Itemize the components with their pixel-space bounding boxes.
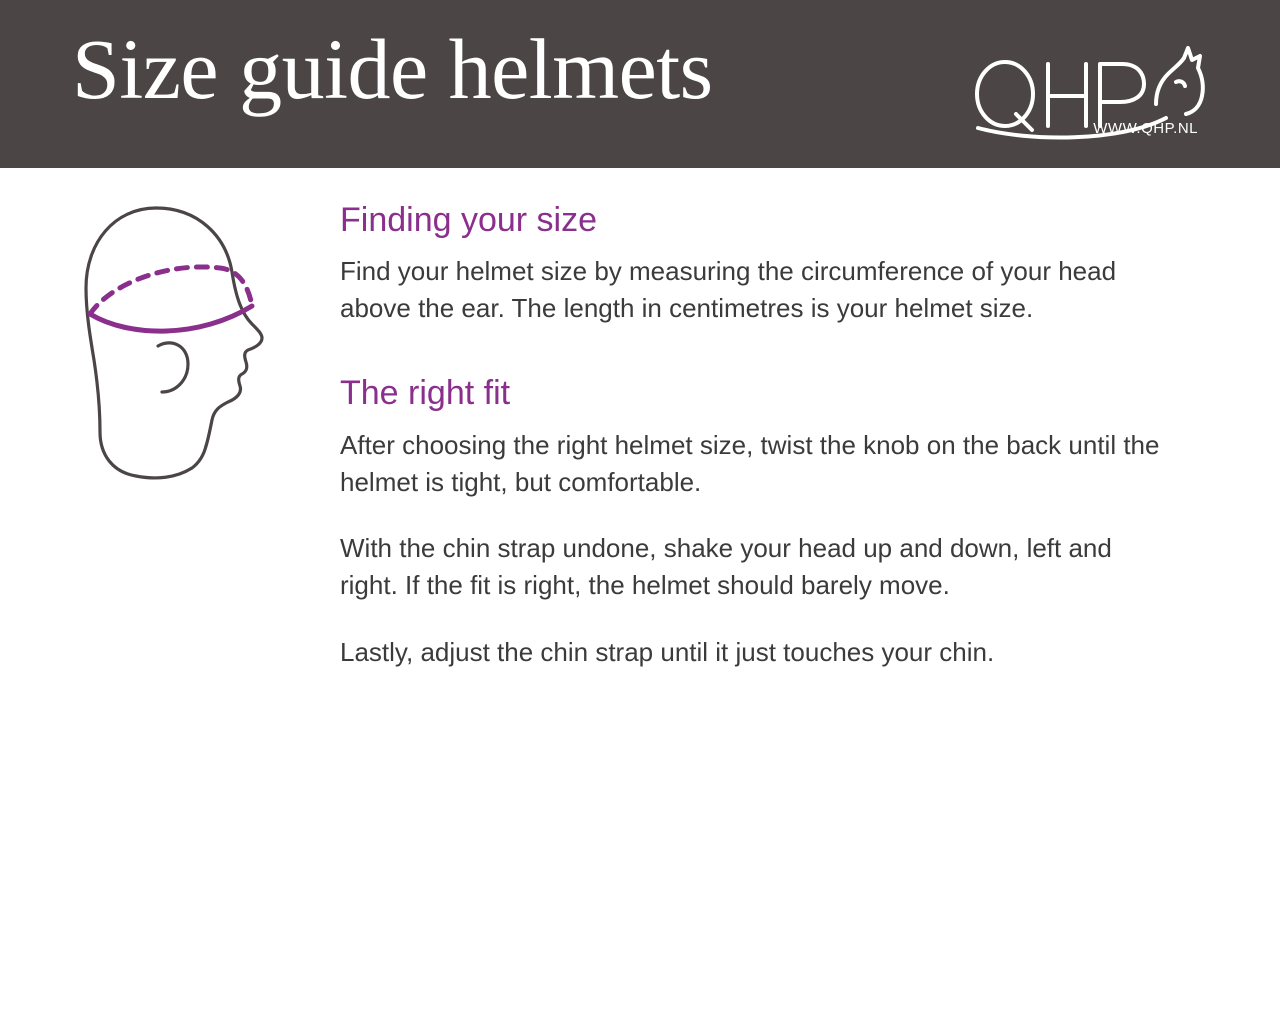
section-body-finding-your-size	[340, 253, 1210, 327]
page-header	[0, 0, 1280, 172]
paragraph: Find your helmet size by measuring the circumference of your head above the ear. The length in centimetres is your helmet size.	[340, 256, 1117, 324]
logo-website-url: WWW.QHP.NL	[1093, 120, 1198, 137]
paragraph: Lastly, adjust the chin strap until it just touches your chin.	[340, 637, 995, 668]
paragraph: After choosing the right helmet size, twist the knob on the back until the helmet is tight, but comfortable.	[340, 429, 1160, 497]
section-heading-the-right-fit: The right fit	[340, 374, 511, 413]
page-content	[0, 176, 1280, 1024]
paragraph: With the chin strap undone, shake your head up and down, left and right. If the fit is right, the helmet should barely move.	[340, 533, 1112, 601]
section-heading-finding-your-size: Finding your size	[340, 201, 598, 239]
section-body-the-right-fit	[340, 427, 1210, 672]
head-profile-icon	[60, 196, 320, 496]
text-column	[340, 202, 1210, 671]
page-title: Size guide helmets	[72, 21, 713, 117]
